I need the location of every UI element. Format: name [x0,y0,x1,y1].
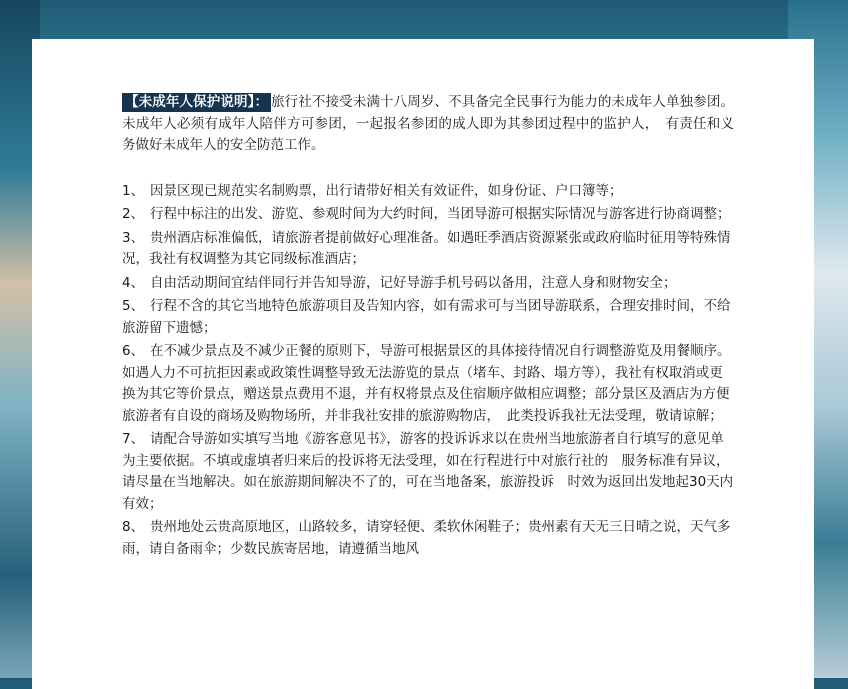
rule-item [122,429,734,515]
rule-number: 6、 [122,343,145,359]
rule-item [122,204,734,226]
rule-text: 贵州酒店标准偏低，请旅游者提前做好心理准备。如遇旺季酒店资源紧张或政府临时征用等特殊情况，我社有权调整为其它同级标准酒店； [122,229,731,267]
rule-item [122,273,734,295]
rule-item [122,296,734,339]
rule-text: 自由活动期间宜结伴同行并告知导游，记好导游手机号码以备用，注意人身和财物安全； [150,274,677,291]
rule-number: 4、 [122,274,145,291]
rule-number: 3、 [122,229,145,246]
rule-item [122,341,734,427]
rule-item [122,181,734,203]
rule-text: 行程不含的其它当地特色旅游项目及告知内容，如有需求可与当团导游联系，合理安排时间，不给旅游留下遗憾； [122,298,731,336]
notice-tag: 【未成年人保护说明】： [122,93,271,112]
notice-text: 旅行社不接受未满十八周岁、不具备完全民事行为能力的未成年人单独参团。未成年人必须有成年人陪伴方可参团，一起报名参团的成人即为其参团过程中的监护人， 有责任和义务做好未成年人的安全防范工作。 [122,94,734,153]
document-content [122,92,734,562]
rule-text: 请配合导游如实填写当地《游客意见书》，游客的投诉诉求以在贵州当地旅游者自行填写的意见单为主要依据。不填或虚填者归来后的投诉将无法受理，如在行程进行中对旅行社的 服务标准有异议，请尽量在当地解决。如在旅游期间解决不了的，可在当地备案，旅游投诉 时效为返回出发地起30天内有效； [122,431,734,512]
rule-text: 在不减少景点及不减少正餐的原则下，导游可根据景区的具体接待情况自行调整游览及用餐顺序。如遇人力不可抗拒因素或政策性调整导致无法游览的景点（堵车、封路、塌方等），我社有权取消或更换为其它等价景点，赠送景点费用不退，并有权将景点及住宿顺序做相应调整；部分景区及酒店为方便旅游者有自设的商场及购物场所，并非我社安排的旅游购物店， 此类投诉我社无法受理，敬请谅解； [122,343,731,424]
rule-number: 7、 [122,431,145,447]
rule-number: 8、 [122,519,145,535]
rule-number: 1、 [122,182,145,199]
rule-text: 因景区现已规范实名制购票，出行请带好相关有效证件，如身份证、户口簿等； [150,182,623,199]
rules-list [122,181,734,561]
rule-text: 贵州地处云贵高原地区，山路较多，请穿轻便、柔软休闲鞋子；贵州素有天无三日晴之说，天气多雨，请自备雨伞；少数民族寄居地，请遵循当地风 [122,519,731,557]
rule-item [122,517,734,560]
minor-protection-notice [122,92,734,157]
rule-number: 5、 [122,298,145,314]
rule-text: 行程中标注的出发、游览、参观时间为大约时间，当团导游可根据实际情况与游客进行协商调整； [150,206,731,222]
rule-number: 2、 [122,206,145,222]
rule-item [122,228,734,271]
